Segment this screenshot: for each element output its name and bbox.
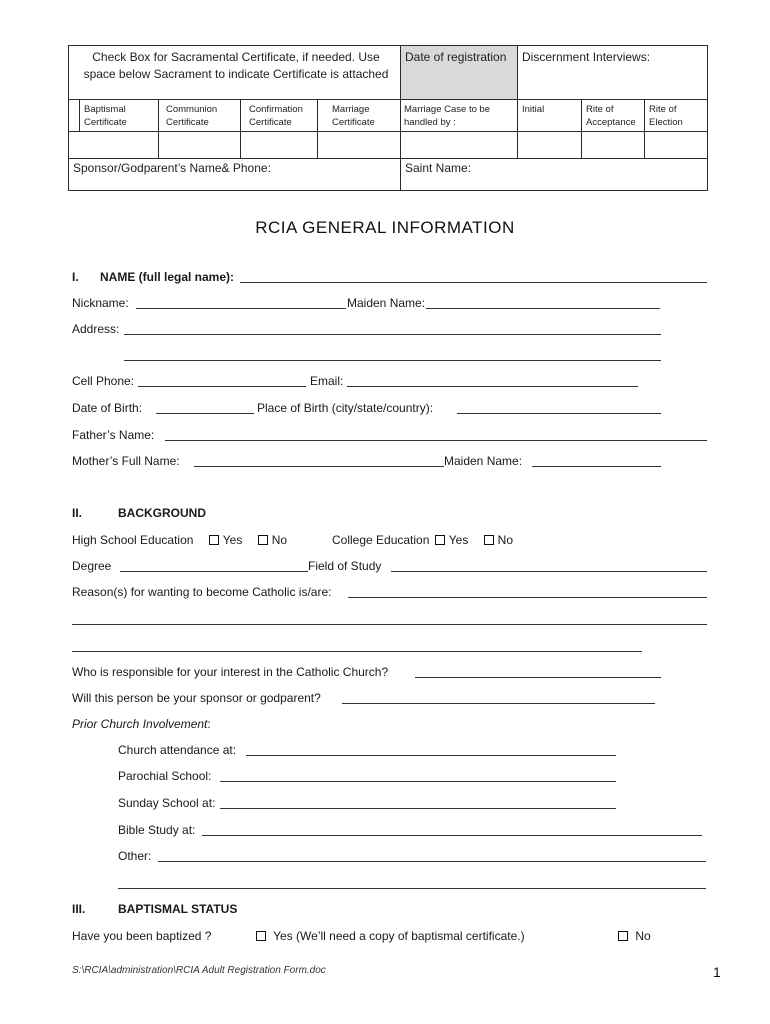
baptized-no-checkbox[interactable] <box>618 931 628 941</box>
sponsor-label: Sponsor/Godparent’s Name& Phone: <box>73 161 271 175</box>
other-label: Other: <box>118 849 152 863</box>
header-table <box>68 45 708 191</box>
baptized-no-row <box>616 929 651 943</box>
field-of-study-label: Field of Study <box>308 559 382 573</box>
date-of-registration-label: Date of registration <box>405 50 507 64</box>
reasons-label: Reason(s) for wanting to become Catholic is/are: <box>72 585 332 599</box>
mother-maiden-field[interactable] <box>532 466 661 467</box>
page-number: 1 <box>713 964 721 980</box>
dob-label: Date of Birth: <box>72 401 143 415</box>
place-of-birth-field[interactable] <box>457 413 661 414</box>
communion-certificate-label: Communion Certificate <box>166 104 218 128</box>
baptized-yes-row <box>254 929 525 943</box>
certificate-instruction: Check Box for Sacramental Certificate, if needed. Use space below Sacrament to indicate Certificate is attached <box>83 50 389 81</box>
marriage-case-label: Marriage Case to be handled by : <box>404 104 491 128</box>
full-name-field[interactable] <box>240 282 707 283</box>
footer-file-path: S:\RCIA\administration\RCIA Adult Registration Form.doc <box>72 965 326 976</box>
college-no-checkbox[interactable] <box>484 535 494 545</box>
confirmation-certificate-label: Confirmation Certificate <box>249 104 303 128</box>
high-school-yes-checkbox[interactable] <box>209 535 219 545</box>
email-label: Email: <box>310 374 344 388</box>
baptismal-certificate-label: Baptismal Certificate <box>84 104 127 128</box>
college-label: College Education <box>332 533 430 547</box>
baptized-yes-label: Yes (We’ll need a copy of baptismal certificate.) <box>273 929 525 943</box>
who-responsible-field[interactable] <box>415 677 661 678</box>
address-field-1[interactable] <box>124 334 661 335</box>
rite-of-acceptance-label: Rite of Acceptance <box>586 104 636 128</box>
bible-study-field[interactable] <box>202 835 702 836</box>
high-school-yes-label: Yes <box>222 533 243 547</box>
father-name-label: Father’s Name: <box>72 428 155 442</box>
address-label: Address: <box>72 322 120 336</box>
degree-label: Degree <box>72 559 112 573</box>
college-row <box>332 533 513 547</box>
mother-name-field[interactable] <box>194 466 444 467</box>
address-field-2[interactable] <box>124 360 661 361</box>
section-3-heading: BAPTISMAL STATUS <box>118 902 238 916</box>
maiden-name-label: Maiden Name: <box>347 296 426 310</box>
reasons-field-1[interactable] <box>348 597 707 598</box>
cell-phone-field[interactable] <box>138 386 306 387</box>
college-yes-checkbox[interactable] <box>435 535 445 545</box>
sunday-school-field[interactable] <box>220 808 616 809</box>
high-school-label: High School Education <box>72 533 194 547</box>
college-no-label: No <box>497 533 514 547</box>
saint-name-label: Saint Name: <box>405 161 472 175</box>
church-attendance-label: Church attendance at: <box>118 743 237 757</box>
bible-study-label: Bible Study at: <box>118 823 196 837</box>
other-field-1[interactable] <box>158 861 706 862</box>
degree-field[interactable] <box>120 571 308 572</box>
high-school-row <box>72 533 287 547</box>
sunday-school-label: Sunday School at: <box>118 796 216 810</box>
baptized-yes-checkbox[interactable] <box>256 931 266 941</box>
place-of-birth-label: Place of Birth (city/state/country): <box>257 401 434 415</box>
other-field-2[interactable] <box>118 888 706 889</box>
form-title: RCIA GENERAL INFORMATION <box>255 218 515 237</box>
reasons-field-3[interactable] <box>72 651 642 652</box>
sponsor-question-label: Will this person be your sponsor or godparent? <box>72 691 321 705</box>
prior-involvement-label: Prior Church Involvement <box>72 717 208 731</box>
rite-of-election-label: Rite of Election <box>649 104 683 128</box>
nickname-label: Nickname: <box>72 296 129 310</box>
sponsor-question-field[interactable] <box>342 703 655 704</box>
section-1-numeral: I. <box>72 270 79 284</box>
section-1-heading: NAME (full legal name): <box>100 270 235 284</box>
cell-phone-label: Cell Phone: <box>72 374 135 388</box>
who-responsible-label: Who is responsible for your interest in the Catholic Church? <box>72 665 389 679</box>
high-school-no-label: No <box>271 533 288 547</box>
reasons-field-2[interactable] <box>72 624 707 625</box>
mother-name-label: Mother’s Full Name: <box>72 454 180 468</box>
church-attendance-field[interactable] <box>246 755 616 756</box>
parochial-school-label: Parochial School: <box>118 769 212 783</box>
email-field[interactable] <box>347 386 638 387</box>
dob-field[interactable] <box>156 413 254 414</box>
marriage-certificate-label: Marriage Certificate <box>332 104 375 128</box>
father-name-field[interactable] <box>165 440 707 441</box>
baptized-question: Have you been baptized ? <box>72 929 212 943</box>
college-yes-label: Yes <box>448 533 469 547</box>
high-school-no-checkbox[interactable] <box>258 535 268 545</box>
section-2-heading: BACKGROUND <box>118 506 206 520</box>
prior-involvement-row: Prior Church Involvement: <box>72 717 211 731</box>
parochial-school-field[interactable] <box>220 781 616 782</box>
initial-interview-label: Initial <box>522 104 545 115</box>
section-3-numeral: III. <box>72 902 86 916</box>
baptized-no-label: No <box>635 929 651 943</box>
discernment-interviews-label: Discernment Interviews: <box>522 50 651 64</box>
field-of-study-field[interactable] <box>391 571 707 572</box>
mother-maiden-label: Maiden Name: <box>444 454 523 468</box>
section-2-numeral: II. <box>72 506 83 520</box>
